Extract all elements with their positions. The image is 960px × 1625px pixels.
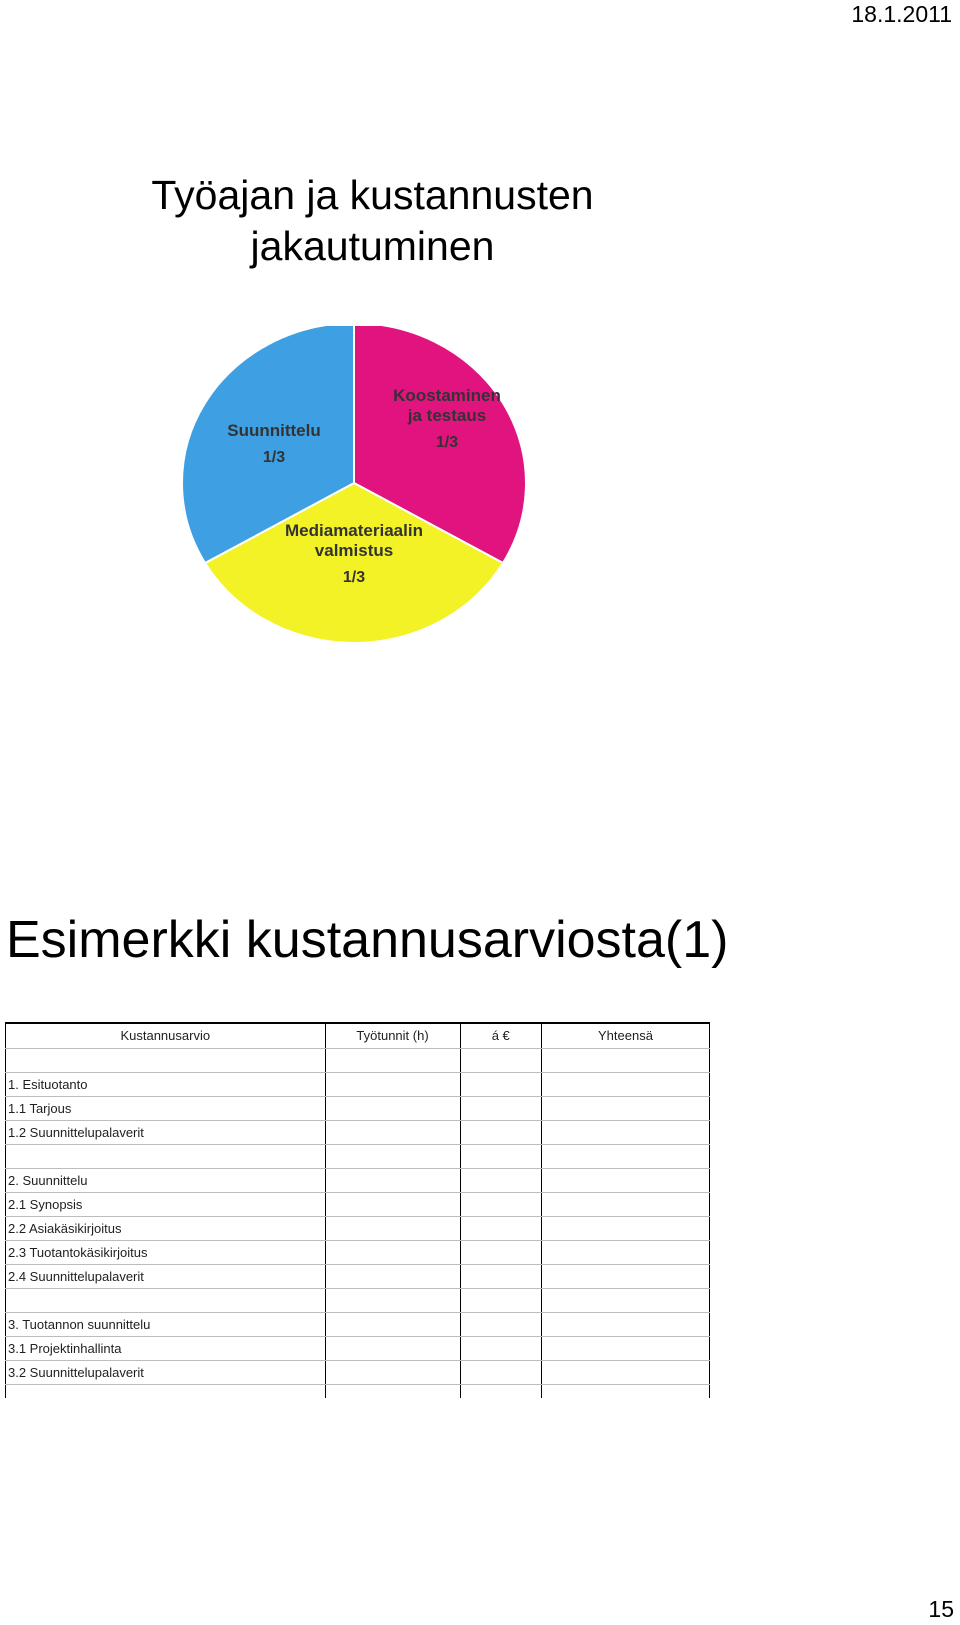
pie-slice-label: Koostaminen ja testaus (393, 386, 501, 425)
row-cell (325, 1384, 460, 1398)
row-cell (325, 1192, 460, 1216)
row-cell (325, 1312, 460, 1336)
pie-slice-label: Suunnittelu (227, 421, 321, 440)
row-cell (460, 1216, 541, 1240)
pie-slice-fraction: 1/3 (435, 434, 459, 451)
row-cell (325, 1096, 460, 1120)
row-cell (460, 1192, 541, 1216)
column-header: Työtunnit (h) (325, 1023, 460, 1048)
row-cell (460, 1360, 541, 1384)
row-label: 2.2 Asiakäsikirjoitus (6, 1216, 326, 1240)
row-cell (460, 1384, 541, 1398)
table-row (6, 1216, 710, 1240)
row-cell (460, 1168, 541, 1192)
table-row (6, 1312, 710, 1336)
row-label: 1. Esituotanto (6, 1072, 326, 1096)
row-label: 2.4 Suunnittelupalaverit (6, 1264, 326, 1288)
row-label (6, 1384, 326, 1398)
row-cell (325, 1336, 460, 1360)
table-row (6, 1096, 710, 1120)
row-cell (325, 1168, 460, 1192)
section-title-line-1: Työajan ja kustannusten (151, 172, 594, 218)
row-label: 3.2 Suunnittelupalaverit (6, 1360, 326, 1384)
section-title-cost-estimate: Esimerkki kustannusarviosta(1) (6, 911, 729, 969)
pie-slice-fraction: 1/3 (342, 569, 366, 586)
row-cell (460, 1120, 541, 1144)
table-body (6, 1048, 710, 1398)
table-row (6, 1384, 710, 1398)
row-cell (541, 1192, 709, 1216)
table-row (6, 1048, 710, 1072)
row-cell (460, 1072, 541, 1096)
row-label: 2.1 Synopsis (6, 1192, 326, 1216)
row-cell (460, 1240, 541, 1264)
page-number: 15 (928, 1596, 954, 1622)
row-label (6, 1288, 326, 1312)
row-cell (541, 1096, 709, 1120)
table-row (6, 1072, 710, 1096)
row-label: 2. Suunnittelu (6, 1168, 326, 1192)
row-label: 1.2 Suunnittelupalaverit (6, 1120, 326, 1144)
row-cell (541, 1384, 709, 1398)
column-header: Kustannusarvio (6, 1023, 326, 1048)
row-cell (460, 1144, 541, 1168)
table-row (6, 1336, 710, 1360)
row-label: 2.3 Tuotantokäsikirjoitus (6, 1240, 326, 1264)
row-cell (541, 1120, 709, 1144)
row-cell (460, 1336, 541, 1360)
row-cell (541, 1048, 709, 1072)
header-date: 18.1.2011 (851, 1, 952, 27)
pie-slice-label: Mediamateriaalin valmistus (285, 521, 423, 560)
row-label: 3.1 Projektinhallinta (6, 1336, 326, 1360)
pie-slice-fraction: 1/3 (262, 449, 286, 466)
table-row (6, 1264, 710, 1288)
row-cell (460, 1312, 541, 1336)
row-cell (325, 1360, 460, 1384)
table-row (6, 1192, 710, 1216)
row-label (6, 1144, 326, 1168)
row-cell (541, 1360, 709, 1384)
row-cell (325, 1264, 460, 1288)
cost-estimate-table (5, 1022, 710, 1398)
row-cell (460, 1288, 541, 1312)
column-header: Yhteensä (541, 1023, 709, 1048)
table-row (6, 1288, 710, 1312)
table-row (6, 1168, 710, 1192)
table-row (6, 1144, 710, 1168)
row-cell (325, 1144, 460, 1168)
table-row (6, 1240, 710, 1264)
row-label (6, 1048, 326, 1072)
row-cell (541, 1144, 709, 1168)
row-cell (541, 1072, 709, 1096)
column-header: á € (460, 1023, 541, 1048)
row-cell (541, 1312, 709, 1336)
row-cell (541, 1216, 709, 1240)
section-title-work-distribution (0, 170, 745, 272)
row-cell (460, 1264, 541, 1288)
table-row (6, 1360, 710, 1384)
row-cell (325, 1072, 460, 1096)
section-title-line-2: jakautuminen (250, 223, 495, 269)
row-cell (541, 1288, 709, 1312)
row-cell (325, 1240, 460, 1264)
row-cell (325, 1288, 460, 1312)
distribution-pie-chart (182, 326, 527, 656)
row-cell (541, 1168, 709, 1192)
table-row (6, 1120, 710, 1144)
row-cell (325, 1216, 460, 1240)
row-cell (460, 1048, 541, 1072)
row-label: 3. Tuotannon suunnittelu (6, 1312, 326, 1336)
row-cell (541, 1264, 709, 1288)
row-cell (325, 1120, 460, 1144)
row-cell (460, 1096, 541, 1120)
row-label: 1.1 Tarjous (6, 1096, 326, 1120)
row-cell (325, 1048, 460, 1072)
table-header-row (6, 1023, 710, 1048)
row-cell (541, 1240, 709, 1264)
row-cell (541, 1336, 709, 1360)
